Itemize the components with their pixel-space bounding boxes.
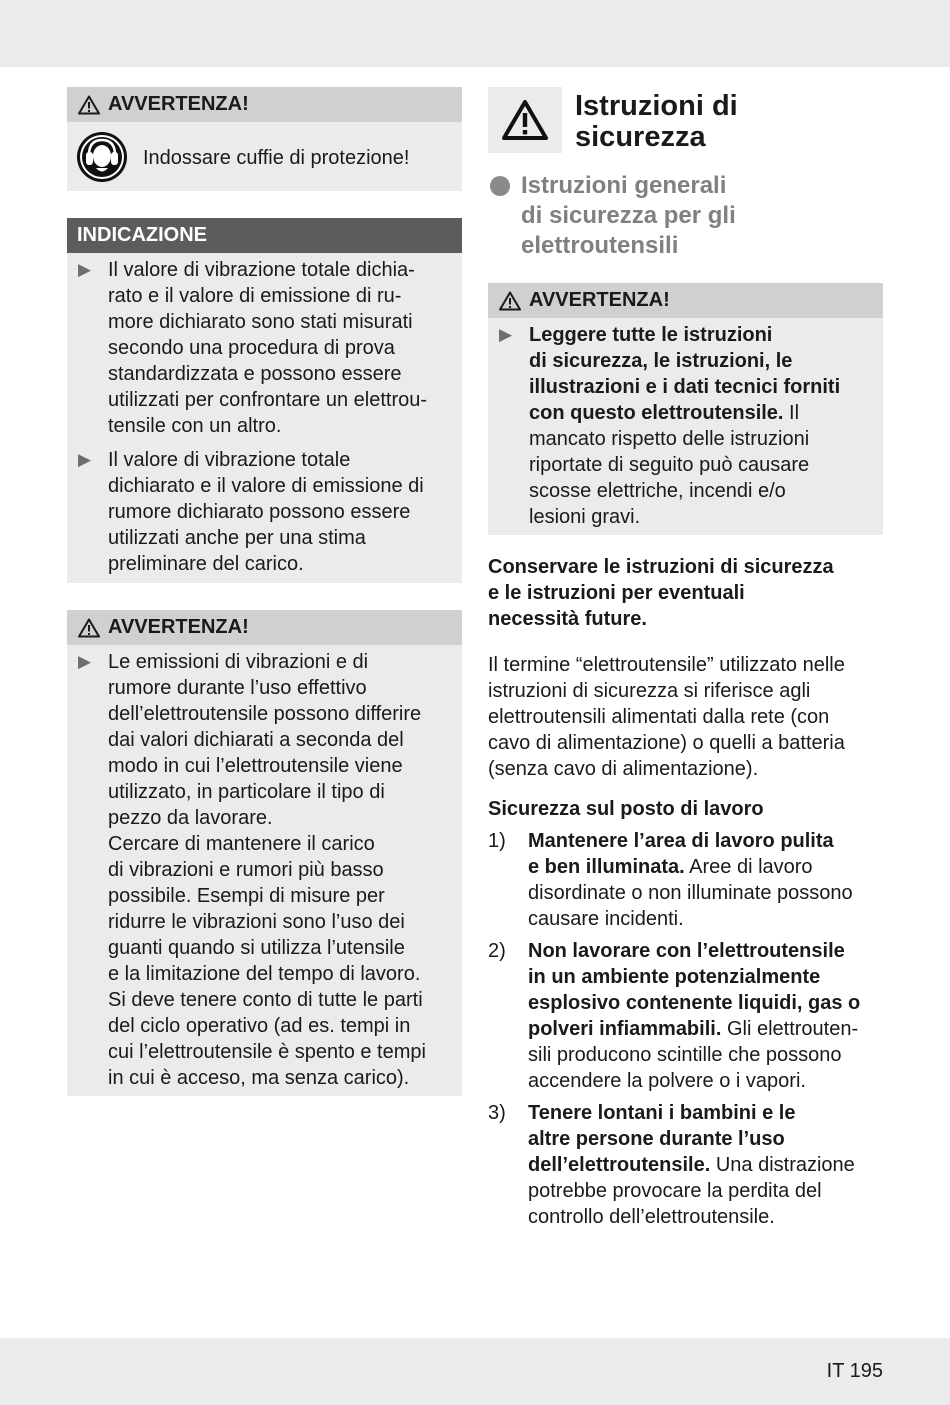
warning-title: AVVERTENZA!	[529, 289, 670, 311]
ear-protection-icon	[76, 131, 128, 183]
note-bullet: ▶ Il valore di vibrazione totale dichia- rato e il valore di emissione di ru- more dichiarato sono stati misurati secondo una procedura di prova standardizzata e possono essere utilizzati per confrontare un elettrou- tensile con un altro.	[67, 257, 462, 439]
list-item: 3) Tenere lontani i bambini e le altre persone durante l’uso dell’elettroutensile. Una distrazione potrebbe provocare la perdita del controllo dell’elettroutensile.	[488, 1102, 855, 1228]
warning-bullet: ▶ Leggere tutte le istruzioni di sicurezza, le istruzioni, le illustrazioni e i dati tecnici forniti con questo elettroutensile. Il mancato rispetto delle istruzioni riportate di seguito può causare scosse elettriche, incendi e/o lesioni gravi.	[488, 318, 883, 530]
warning-box-read-instructions	[488, 283, 883, 535]
keep-instructions-text: Conservare le istruzioni di sicurezza e le istruzioni per eventuali necessità future.	[488, 556, 834, 630]
top-bar	[0, 0, 950, 67]
note-box	[67, 218, 462, 583]
subtitle-bullet-icon	[490, 176, 510, 196]
list-item: 2) Non lavorare con l’elettroutensile in un ambiente potenzialmente esplosivo contenente liquidi, gas o polveri infiammabili. Gli elettrouten- sili producono scintille che possono accendere la polvere o i vapori.	[488, 940, 861, 1092]
page-number: IT 195	[826, 1360, 883, 1382]
warning-box-ear-protection	[67, 87, 462, 191]
term-definition-paragraph: Il termine “elettroutensile” utilizzato nelle istruzioni di sicurezza si riferisce agli elettroutensili alimentati dalla rete (con cavo di alimentazione) o quelli a batteria (senza cavo di alimentazione).	[488, 654, 845, 780]
warning-sign-box	[488, 87, 562, 153]
warning-title: AVVERTENZA!	[108, 93, 249, 115]
page-title: Istruzioni di sicurezza	[575, 90, 738, 153]
list-item: 1) Mantenere l’area di lavoro pulita e ben illuminata. Aree di lavoro disordinate o non illuminate possono causare incidenti.	[488, 830, 853, 930]
bullet-arrow-icon: ▶	[499, 325, 513, 344]
numbered-list	[488, 828, 888, 1230]
warning-box-vibration	[67, 610, 462, 1096]
warning-header	[488, 283, 883, 318]
bullet-arrow-icon: ▶	[78, 260, 92, 279]
warning-triangle-icon	[78, 618, 100, 638]
warning-header	[67, 87, 462, 122]
bottom-bar	[0, 1338, 950, 1405]
warning-triangle-icon	[78, 95, 100, 115]
bullet-arrow-icon: ▶	[78, 652, 92, 671]
bullet-arrow-icon: ▶	[78, 450, 92, 469]
warning-bullet: ▶ Le emissioni di vibrazioni e di rumore durante l’uso effettivo dell’elettroutensile possono differire dai valori dichiarati a seconda del modo in cui l’elettroutensile viene utilizzato, in particolare il tipo di pezzo da lavorare. Cercare di mantenere il carico di vibrazioni e rumori più basso possibile. Esempi di misure per ridurre le vibrazioni sono l’uso dei guanti quando si utilizza l’utensile e la limitazione del tempo di lavoro. Si deve tenere conto di tutte le parti del ciclo operativo (ad es. tempi in cui l’elettroutensile è spento e tempi in cui è acceso, ma senza carico).	[67, 645, 462, 1091]
warning-title: AVVERTENZA!	[108, 616, 249, 638]
warning-text: Indossare cuffie di protezione!	[143, 147, 410, 169]
warning-triangle-icon	[499, 291, 521, 311]
note-bullet: ▶ Il valore di vibrazione totale dichiarato e il valore di emissione di rumore dichiarato possono essere utilizzati anche per una stima preliminare del carico.	[67, 447, 462, 577]
note-header: INDICAZIONE	[67, 218, 462, 253]
section-heading: Sicurezza sul posto di lavoro	[488, 798, 764, 820]
warning-header	[67, 610, 462, 645]
section-subtitle: Istruzioni generali di sicurezza per gli elettroutensili	[490, 171, 736, 261]
warning-triangle-icon	[501, 99, 549, 141]
